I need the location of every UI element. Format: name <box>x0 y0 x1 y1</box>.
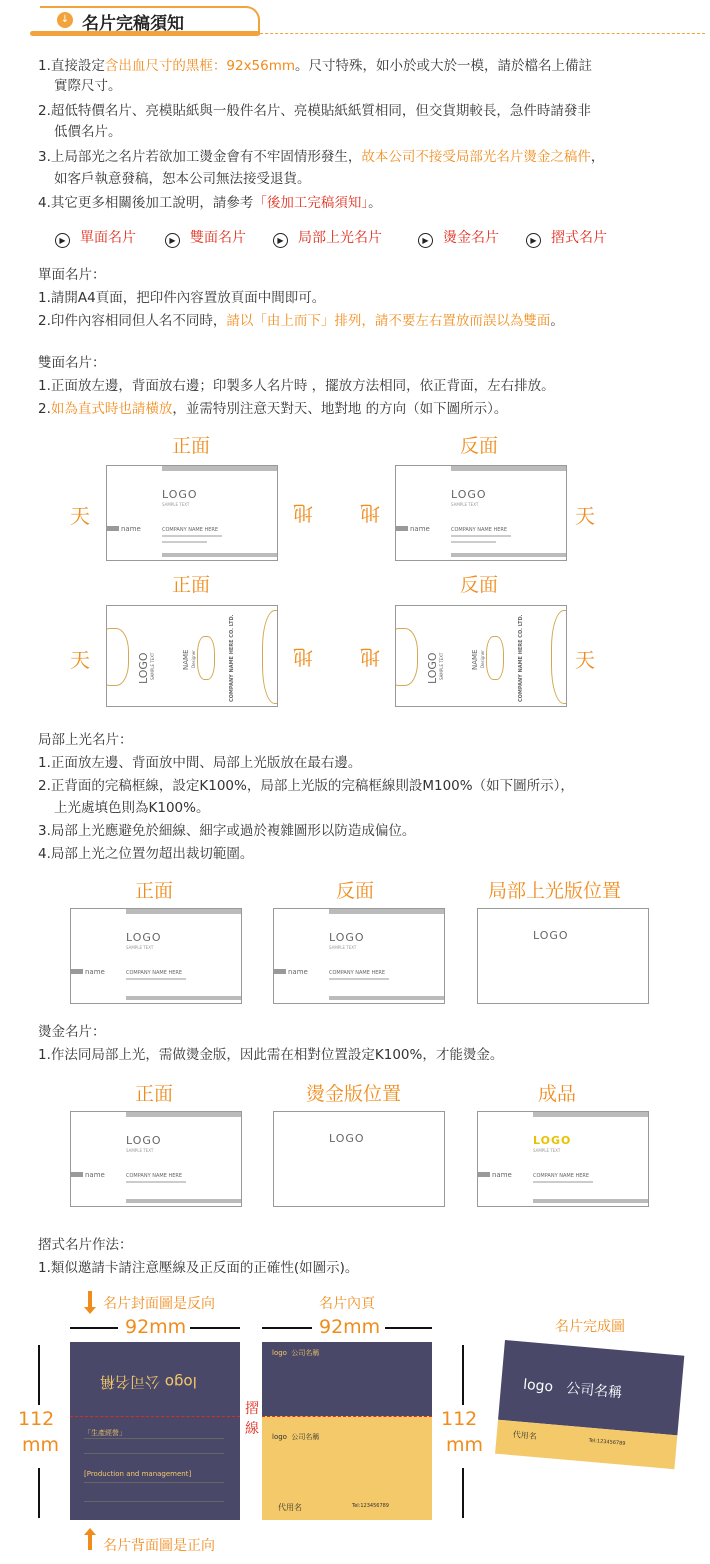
card-front-v: LOGO SAMPLE TEXT NAME Designer COMPANY NAME HERE CO. LTD. <box>106 605 278 707</box>
fold-finished: logo 公司名稱 代用名 Tel:123456789 <box>495 1340 684 1470</box>
spot-line-3: 上光處填色則為K100%。 <box>54 800 210 816</box>
nav-spot[interactable]: ▶ 局部上光名片 <box>273 227 382 248</box>
fold-line-1: 1.類似邀請卡請注意壓線及正反面的正確性(如圖示)。 <box>38 1260 359 1276</box>
notice-line-3b: 如客戶執意發稿，恕本公司無法接受退貨。 <box>54 171 311 187</box>
card-back-h: LOGO SAMPLE TEXT name COMPANY NAME HERE <box>395 465 567 561</box>
arrow-circle-icon: ▶ <box>418 233 433 248</box>
double-back-label: 反面 <box>460 435 499 457</box>
sky-label-left: 天 <box>70 504 90 528</box>
spot-front-label: 正面 <box>135 880 174 902</box>
spot-line-2: 2.正背面的完稿框線，設定K100%，局部上光版的完稿框線則設M100%（如下圖所示）， <box>38 778 574 794</box>
card-back-v: LOGO SAMPLE TEXT NAME Designer COMPANY NAME HERE CO. LTD. <box>395 605 567 707</box>
height-arrow-bottom-2 <box>462 1468 464 1518</box>
foil-result-label: 成品 <box>538 1083 577 1105</box>
notice-line-3: 3.上局部光之名片若欲加工燙金會有不牢固情形發生，故本公司不接受局部光名片燙金之稿件， <box>38 149 605 165</box>
double-back-label-2: 反面 <box>460 574 499 596</box>
fold-inner: logo 公司名稱 logo 公司名稱 代用名 Tel:123456789 <box>262 1342 432 1520</box>
double-title: 雙面名片： <box>38 355 106 371</box>
double-line-1: 1.正面放左邊，背面放右邊；印製多人名片時 ，擺放方法相同，依正背面，左右排放。 <box>38 378 555 394</box>
single-title: 單面名片： <box>38 267 106 283</box>
width-label-2: 92mm <box>319 1316 381 1338</box>
height-arrow-bottom <box>38 1468 40 1518</box>
spot-line-4: 3.局部上光應避免於細線、細字或過於複雜圖形以防造成偏位。 <box>38 823 416 839</box>
earth-label: 地 <box>293 501 313 525</box>
notice-line-4: 4.其它更多相關後加工說明，請參考「後加工完稿須知」。 <box>38 195 382 211</box>
fold-title: 摺式名片作法： <box>38 1237 133 1253</box>
arrow-circle-icon: ▶ <box>526 233 541 248</box>
height-label-num-2: 112 <box>441 1408 478 1430</box>
sky-label-right-2: 天 <box>575 648 595 672</box>
single-line-2: 2.印件內容相同但人名不同時，請以「由上而下」排列，請不要左右置放而誤以為雙面。 <box>38 313 564 329</box>
width-label: 92mm <box>125 1316 187 1338</box>
spot-card-plate: LOGO <box>477 908 649 1004</box>
foil-card-result: LOGO SAMPLE TEXT name COMPANY NAME HERE <box>477 1111 649 1207</box>
width-arrow-left-2 <box>262 1327 312 1329</box>
notice-line-1: 1.直接設定含出血尺寸的黑框：92x56mm。尺寸特殊，如小於或大於一模，請於檔名上備註 <box>38 58 593 74</box>
arrow-circle-icon: ▶ <box>273 233 288 248</box>
page-title: 名片完稿須知 <box>82 14 184 34</box>
foil-plate-label: 燙金版位置 <box>306 1083 402 1105</box>
width-arrow-right <box>190 1327 240 1329</box>
height-label-unit: mm <box>22 1434 60 1456</box>
spot-line-1: 1.正面放左邊、背面放中間、局部上光版放在最右邊。 <box>38 755 362 771</box>
spot-line-5: 4.局部上光之位置勿超出裁切範圍。 <box>38 846 254 862</box>
width-arrow-left <box>70 1327 118 1329</box>
spot-card-back: LOGO SAMPLE TEXT name COMPANY NAME HERE <box>273 908 445 1004</box>
height-label-num: 112 <box>18 1408 55 1430</box>
card-front-h: LOGO SAMPLE TEXT name COMPANY NAME HERE <box>106 465 278 561</box>
spot-back-label: 反面 <box>336 880 375 902</box>
height-arrow-top-2 <box>462 1345 464 1405</box>
nav-double[interactable]: ▶ 雙面名片 <box>165 227 246 248</box>
spot-plate-label: 局部上光版位置 <box>488 880 622 902</box>
fold-label-2: 線 <box>245 1421 259 1437</box>
double-front-label: 正面 <box>172 435 211 457</box>
nav-fold[interactable]: ▶ 摺式名片 <box>526 227 607 248</box>
earth-label-4: 地 <box>360 645 380 669</box>
height-arrow-top <box>38 1345 40 1405</box>
notice-line-1b: 實際尺寸。 <box>54 78 122 94</box>
earth-label-2: 地 <box>360 501 380 525</box>
single-line-1: 1.請開A4頁面，把印件內容置放頁面中間即可。 <box>38 290 326 306</box>
download-circle-icon: ↓ <box>57 12 73 28</box>
inner-page-label: 名片內頁 <box>319 1296 375 1312</box>
spot-card-front: LOGO SAMPLE TEXT name COMPANY NAME HERE <box>70 908 242 1004</box>
foil-line-1: 1.作法同局部上光，需做燙金版，因此需在相對位置設定K100%，才能燙金。 <box>38 1047 504 1063</box>
foil-card-front: LOGO SAMPLE TEXT name COMPANY NAME HERE <box>70 1111 242 1207</box>
nav-foil[interactable]: ▶ 燙金名片 <box>418 227 499 248</box>
header-dashed-rule <box>250 33 705 34</box>
finished-label: 名片完成圖 <box>555 1319 625 1335</box>
earth-label-3: 地 <box>293 645 313 669</box>
nav-single[interactable]: ▶ 單面名片 <box>55 227 136 248</box>
height-label-unit-2: mm <box>446 1434 484 1456</box>
notice-line-2: 2.超低特價名片、亮模貼紙與一般件名片、亮模貼紙紙質相同，但交貨期較長，急件時請發非 <box>38 103 591 119</box>
cover-reversed-label: 名片封面圖是反向 <box>103 1296 215 1312</box>
sky-label-left-2: 天 <box>70 648 90 672</box>
spot-title: 局部上光名片： <box>38 732 133 748</box>
notice-line-2b: 低價名片。 <box>54 124 122 140</box>
sky-label-right: 天 <box>575 504 595 528</box>
foil-title: 燙金名片： <box>38 1024 106 1040</box>
fold-cover: logo 公司名稱 「生產經營」 [Production and management] <box>70 1342 240 1520</box>
width-arrow-right-2 <box>385 1327 432 1329</box>
double-front-label-2: 正面 <box>172 574 211 596</box>
double-line-2: 2.如為直式時也請橫放，並需特別注意天對天、地對地 的方向（如下圖所示）。 <box>38 401 508 417</box>
arrow-circle-icon: ▶ <box>55 233 70 248</box>
up-arrow-stem <box>88 1534 92 1550</box>
foil-front-label: 正面 <box>135 1083 174 1105</box>
fold-label-1: 摺 <box>245 1401 259 1417</box>
arrow-head-icon <box>84 1307 96 1314</box>
foil-card-plate: LOGO <box>273 1111 445 1207</box>
arrow-circle-icon: ▶ <box>165 233 180 248</box>
back-upright-label: 名片背面圖是正向 <box>103 1538 215 1554</box>
